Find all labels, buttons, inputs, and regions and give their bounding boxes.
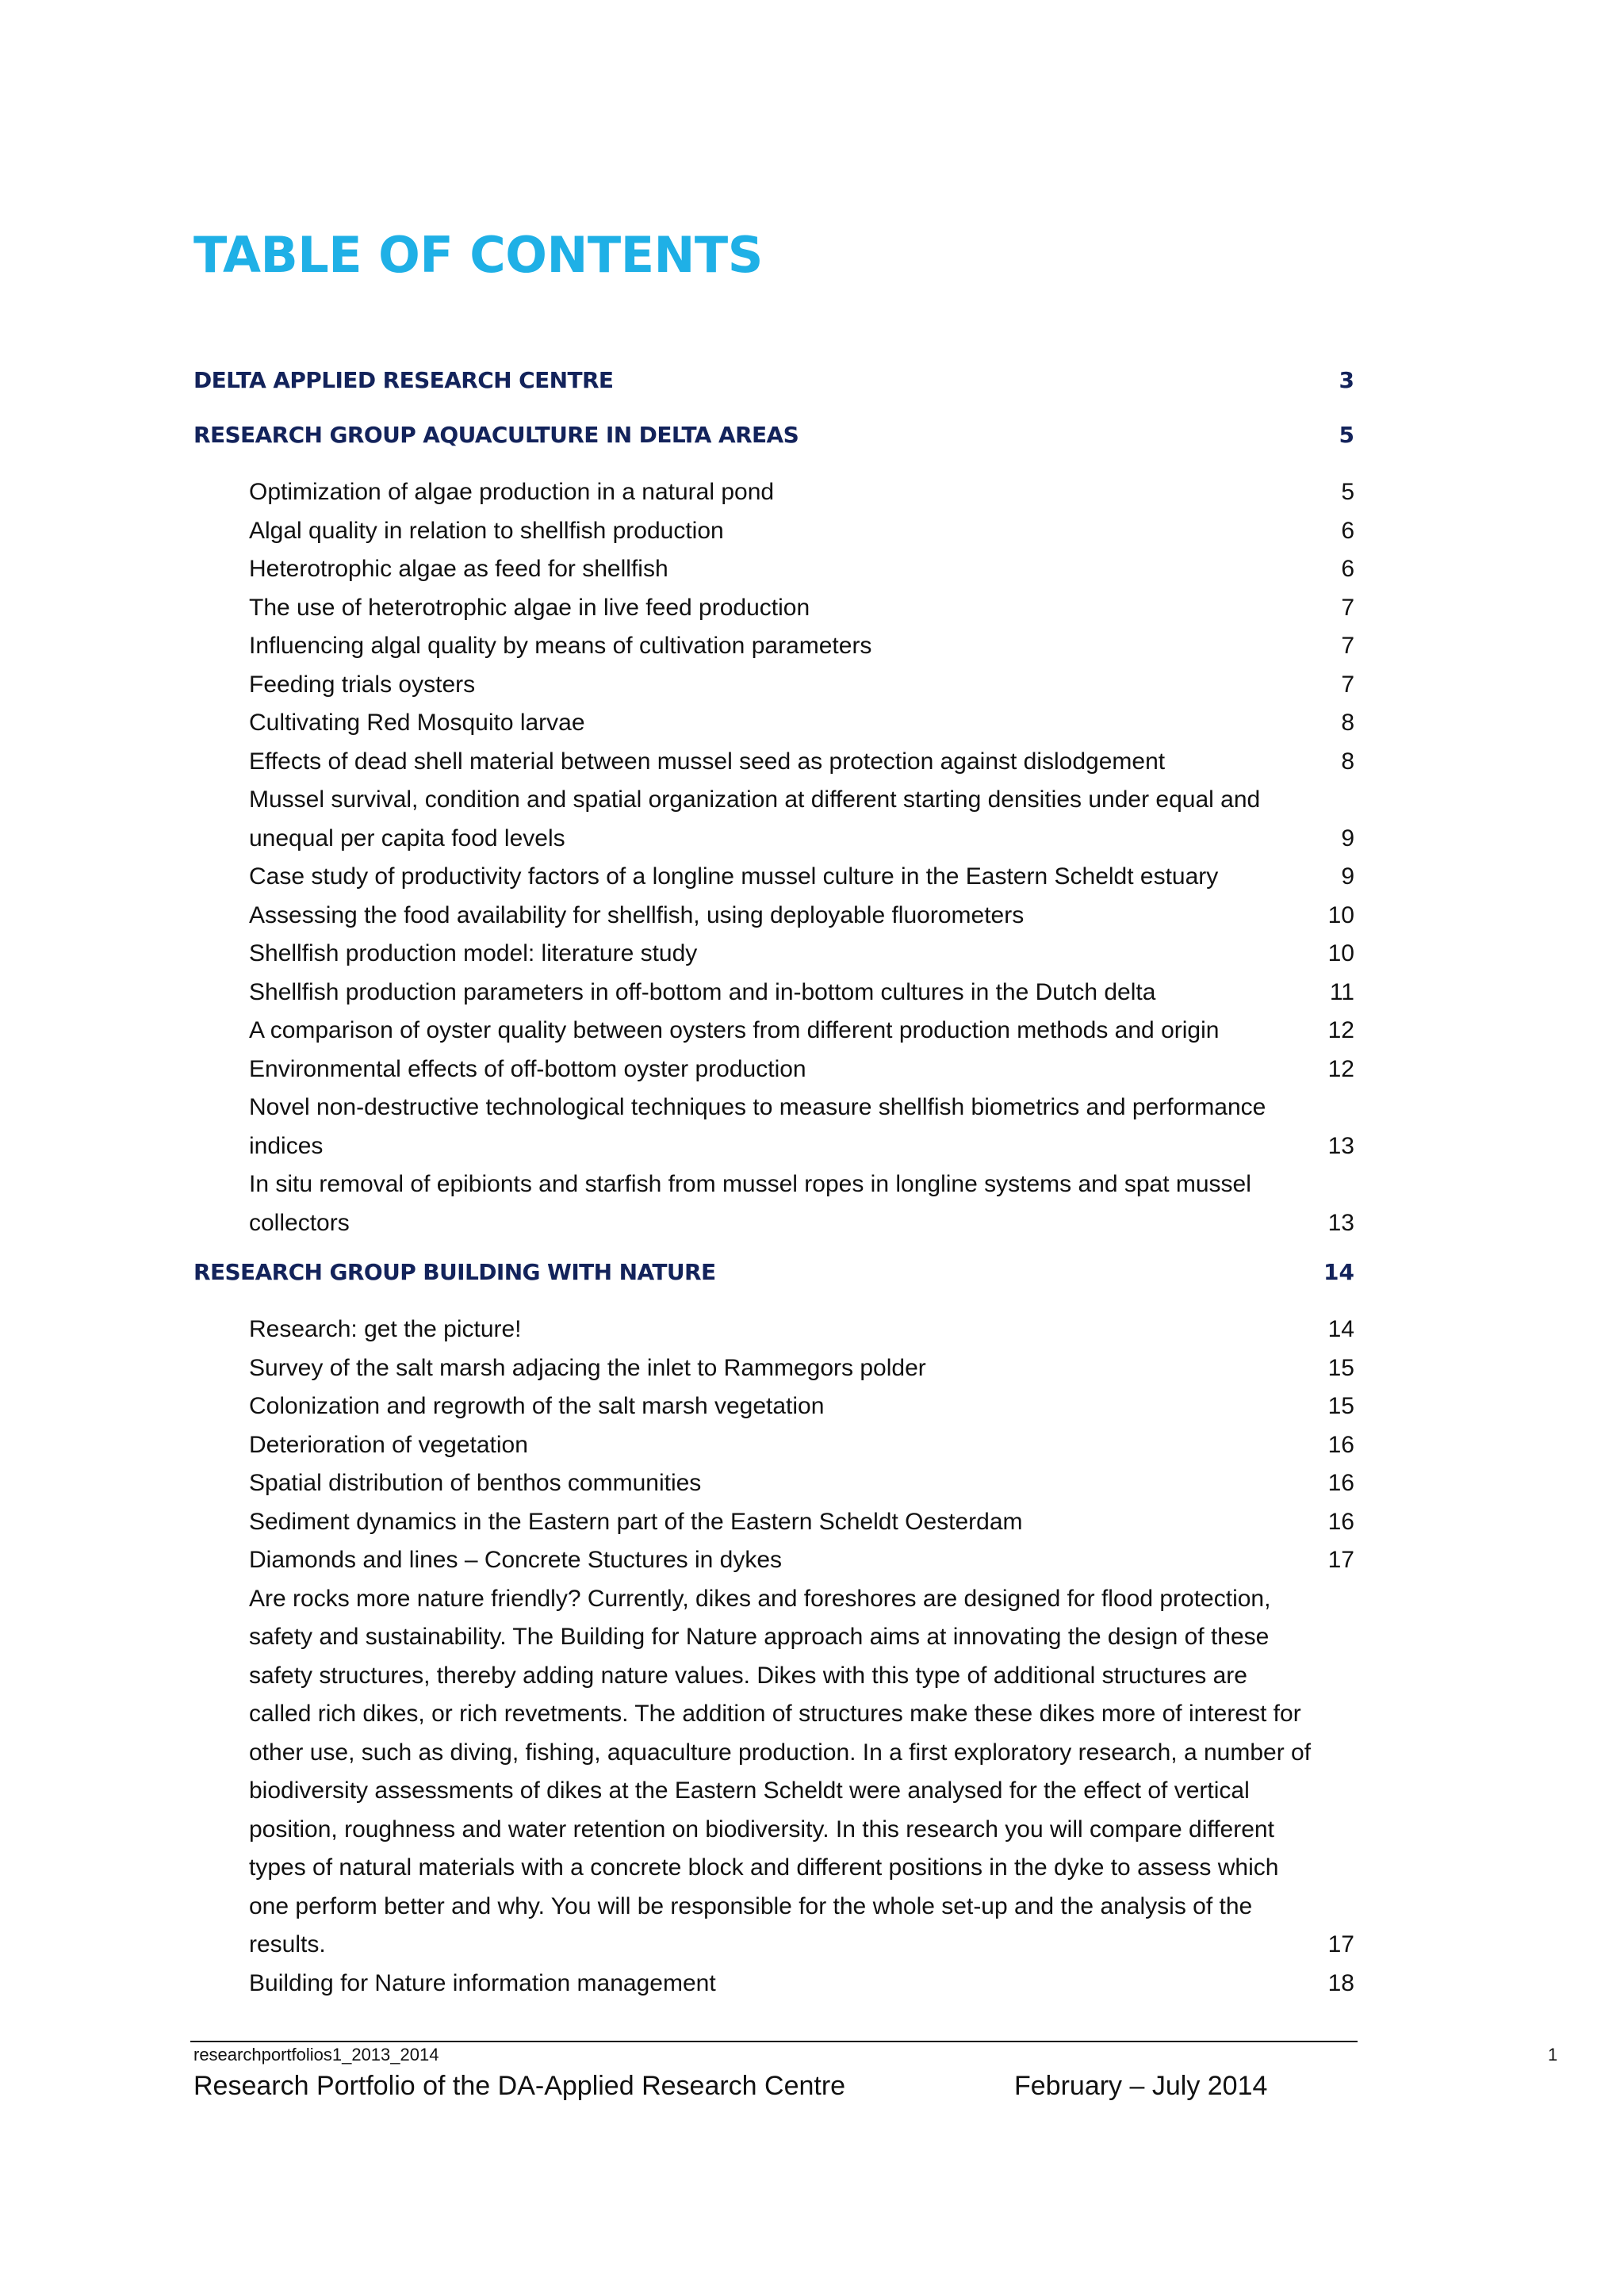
toc-entry-page: 9	[1341, 825, 1354, 851]
toc-entry-page: 18	[1327, 1969, 1354, 1996]
toc-entry-list	[249, 1311, 1354, 2003]
footer-page-number: 1	[1548, 2045, 1558, 2064]
toc-section-title: RESEARCH GROUP AQUACULTURE IN DELTA AREAS	[193, 422, 799, 448]
toc-entry-page: 13	[1327, 1209, 1354, 1236]
toc-entry[interactable]	[249, 704, 1354, 743]
toc-entry-page: 7	[1341, 671, 1354, 698]
footer-divider	[190, 2041, 1358, 2042]
toc-entry[interactable]	[249, 974, 1354, 1012]
toc-entry-page: 10	[1327, 940, 1354, 966]
toc-entry-page: 7	[1341, 594, 1354, 621]
toc-section	[193, 1257, 1354, 2003]
footer-filename: researchportfolios1_2013_2014	[193, 2045, 439, 2064]
toc-section-heading[interactable]	[193, 365, 1354, 396]
toc-entry[interactable]	[249, 512, 1354, 551]
toc-entry-title: Novel non-destructive technological techniques to measure shellfish biometrics and performance indices	[249, 1094, 1266, 1159]
toc-entry-title: Heterotrophic algae as feed for shellfish	[249, 556, 668, 582]
toc-entry-page: 15	[1327, 1393, 1354, 1419]
toc-entry[interactable]	[249, 1503, 1354, 1542]
toc-entry-page: 15	[1327, 1354, 1354, 1381]
toc-entry[interactable]	[249, 1464, 1354, 1503]
toc-entry-page: 12	[1327, 1055, 1354, 1082]
page-title: TABLE OF CONTENTS	[193, 226, 763, 284]
toc-entry-title: Shellfish production model: literature study	[249, 940, 698, 966]
toc-entry[interactable]	[249, 1089, 1354, 1165]
toc-entry-title: Building for Nature information management	[249, 1969, 716, 1996]
toc-entry-page: 10	[1327, 901, 1354, 928]
toc-entry-title: Assessing the food availability for shellfish, using deployable fluorometers	[249, 901, 1025, 928]
toc-entry[interactable]	[249, 1426, 1354, 1465]
toc-entry-title: In situ removal of epibionts and starfish from mussel ropes in longline systems and spat mussel collectors	[249, 1171, 1251, 1236]
toc-entry-title: Cultivating Red Mosquito larvae	[249, 710, 585, 736]
toc-entry-page: 16	[1327, 1431, 1354, 1458]
toc-entry-title: Deterioration of vegetation	[249, 1431, 528, 1458]
toc-entry[interactable]	[249, 781, 1354, 858]
toc-entry-title: Influencing algal quality by means of cultivation parameters	[249, 633, 872, 659]
toc-entry-page: 6	[1341, 556, 1354, 582]
table-of-contents	[193, 365, 1354, 2003]
toc-entry-page: 8	[1341, 710, 1354, 736]
toc-entry-page: 6	[1341, 517, 1354, 544]
toc-section-title: DELTA APPLIED RESEARCH CENTRE	[193, 367, 614, 393]
toc-entry[interactable]	[249, 550, 1354, 589]
toc-entry-page: 8	[1341, 748, 1354, 775]
toc-entry-title: Algal quality in relation to shellfish production	[249, 517, 724, 544]
toc-entry[interactable]	[249, 1012, 1354, 1050]
toc-entry-title: Colonization and regrowth of the salt marsh vegetation	[249, 1393, 825, 1419]
toc-section-heading[interactable]	[193, 1257, 1354, 1288]
toc-entry-list	[249, 473, 1354, 1242]
toc-entry[interactable]	[249, 1965, 1354, 2003]
toc-entry-title: Mussel survival, condition and spatial organization at different starting densities under equal and unequal per capita food levels	[249, 786, 1261, 851]
toc-entry-page: 12	[1327, 1017, 1354, 1043]
toc-entry-title: Are rocks more nature friendly? Currently, dikes and foreshores are designed for flood protection, safety and sustainability. The Building for Nature approach aims at innovating the design of these safety structures, thereby adding nature values. Dikes with this type of additional structures are called rich dikes, or rich revetments. The addition of structures make these dikes more of interest for other use, such as diving, fishing, aquaculture production. In a first exploratory research, a number of biodiversity assessments of dikes at the Eastern Scheldt were analysed for the effect of vertical position, roughness and water retention on biodiversity. In this research you will compare different types of natural materials with a concrete block and different positions in the dyke to assess which one perform better and why. You will be responsible for the whole set-up and the analysis of the results.	[249, 1585, 1312, 1957]
toc-entry[interactable]	[249, 1580, 1354, 1965]
toc-entry[interactable]	[249, 1541, 1354, 1580]
footer-date: February – July 2014	[1014, 2071, 1268, 2101]
toc-entry-title: Feeding trials oysters	[249, 671, 476, 698]
toc-entry-page: 16	[1327, 1470, 1354, 1496]
toc-entry-page: 5	[1341, 479, 1354, 505]
toc-entry[interactable]	[249, 1311, 1354, 1349]
toc-entry-title: Environmental effects of off-bottom oyster production	[249, 1055, 806, 1082]
toc-entry-page: 14	[1327, 1316, 1354, 1342]
toc-entry-page: 11	[1329, 978, 1354, 1005]
toc-entry-page: 9	[1341, 863, 1354, 890]
footer-portfolio-title: Research Portfolio of the DA-Applied Research Centre	[193, 2071, 846, 2101]
toc-entry[interactable]	[249, 589, 1354, 628]
toc-entry-page: 13	[1327, 1132, 1354, 1159]
toc-entry[interactable]	[249, 897, 1354, 936]
toc-entry[interactable]	[249, 1050, 1354, 1089]
toc-entry[interactable]	[249, 1349, 1354, 1388]
toc-entry[interactable]	[249, 1387, 1354, 1426]
toc-entry-title: Spatial distribution of benthos communities	[249, 1470, 702, 1496]
toc-entry-title: Diamonds and lines – Concrete Stuctures in dykes	[249, 1547, 783, 1573]
toc-entry[interactable]	[249, 666, 1354, 705]
toc-section-page: 5	[1339, 422, 1354, 448]
toc-section-heading[interactable]	[193, 419, 1354, 451]
toc-entry-title: Effects of dead shell material between mussel seed as protection against dislodgement	[249, 748, 1166, 775]
toc-section-page: 14	[1323, 1259, 1354, 1285]
toc-entry[interactable]	[249, 743, 1354, 782]
toc-entry-page: 7	[1341, 633, 1354, 659]
toc-entry-title: Optimization of algae production in a natural pond	[249, 479, 775, 505]
toc-section	[193, 419, 1354, 1242]
toc-entry-title: A comparison of oyster quality between oysters from different production methods and origin	[249, 1017, 1220, 1043]
toc-entry-page: 16	[1327, 1508, 1354, 1535]
toc-entry[interactable]	[249, 627, 1354, 666]
toc-entry-title: Sediment dynamics in the Eastern part of the Eastern Scheldt Oesterdam	[249, 1508, 1023, 1535]
toc-entry-title: Research: get the picture!	[249, 1316, 522, 1342]
toc-entry[interactable]	[249, 1165, 1354, 1242]
toc-entry-title: Survey of the salt marsh adjacing the inlet to Rammegors polder	[249, 1354, 926, 1381]
toc-entry-title: The use of heterotrophic algae in live feed production	[249, 594, 810, 621]
toc-entry[interactable]	[249, 858, 1354, 897]
toc-entry-title: Case study of productivity factors of a longline mussel culture in the Eastern Scheldt estuary	[249, 863, 1219, 890]
toc-section	[193, 365, 1354, 396]
toc-section-page: 3	[1339, 367, 1354, 393]
toc-entry[interactable]	[249, 935, 1354, 974]
toc-entry-title: Shellfish production parameters in off-bottom and in-bottom cultures in the Dutch delta	[249, 978, 1156, 1005]
toc-entry-page: 17	[1327, 1547, 1354, 1573]
toc-entry[interactable]	[249, 473, 1354, 512]
toc-entry-page: 17	[1327, 1931, 1354, 1957]
toc-section-title: RESEARCH GROUP BUILDING WITH NATURE	[193, 1259, 716, 1285]
